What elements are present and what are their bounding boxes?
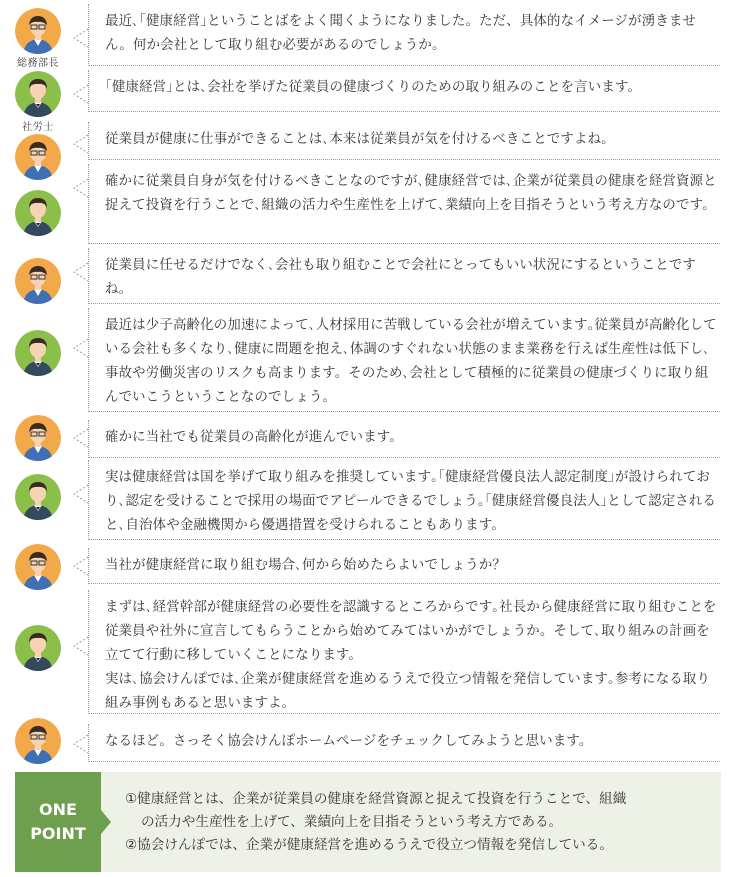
message-bubble [88, 724, 720, 762]
message-bubble [88, 548, 720, 584]
message-text: 最近､｢健康経営｣ということばをよく聞くようになりました。ただ、具体的なイメージが湧きません。何か会社として取り組む必要があるのでしょうか。 [105, 14, 697, 53]
message-text: 実は､協会けんぽでは､企業が健康経営を進めるうえで役立つ情報を発信しています｡参考になる取り組み事例もあると思いますよ。 [105, 672, 711, 711]
message-text: まずは､経営幹部が健康経営の必要性を認識するところからです｡社長から健康経営に取り組むことを従業員や社外に宣言してもらうことから始めてみてはいかがでしょうか。そして､取り組みの計画を立てて行動に移していくことになります。 [105, 600, 717, 663]
one-point-box [15, 772, 721, 872]
manager-avatar [15, 258, 61, 304]
one-point-item-2: ②協会けんぽでは、企業が健康経営を進めるうえで役立つ情報を発信している。 [125, 837, 613, 853]
bubble-pointer [72, 734, 89, 754]
message-bubble [88, 164, 720, 244]
message-bubble [88, 420, 720, 458]
consultant-avatar [15, 190, 61, 236]
consultant-avatar [15, 71, 61, 117]
manager-avatar [15, 415, 61, 461]
bubble-pointer [72, 178, 89, 198]
bubble-pointer [72, 84, 89, 104]
manager-avatar [15, 134, 61, 180]
bubble-pointer [72, 28, 89, 48]
message-text: 従業員に任せるだけでなく､会社も取り組むことで会社にとってもいい状況にするということですね。 [105, 258, 697, 297]
message-text: なるほど。さっそく協会けんぽホームページをチェックしてみようと思います。 [105, 734, 593, 749]
bubble-pointer [72, 484, 89, 504]
consultant-avatar [15, 474, 61, 520]
one-point-label [15, 772, 101, 872]
message-text: 最近は少子高齢化の加速によって､人材採用に苦戦している会社が増えています｡従業員が高齢化している会社も多くなり､健康に問題を抱え､体調のすぐれない状態のまま業務を行えば生産性は低下し､事故や労働災害のリスクも高まります。そのため､会社として積極的に従業員の健康づくりに取り組んでいこうということなのでしょう。 [105, 318, 717, 405]
message-text: 実は健康経営は国を挙げて取り組みを推奨しています｡｢健康経営優良法人認定制度｣が設けられており､認定を受けることで採用の場面でアピールできるでしょう｡｢健康経営優良法人｣として認定されると､自治体や金融機関から優遇措置を受けられることもあります。 [105, 470, 717, 533]
consultant-role-label: 社労士 [22, 122, 54, 133]
message-text: 確かに従業員自身が気を付けるべきことなのですが､健康経営では､企業が従業員の健康を経営資源と捉えて投資を行うことで､組織の活力や生産性を上げて､業績向上を目指そうという考え方なのです。 [105, 174, 717, 213]
manager-role-label: 総務部長 [17, 58, 59, 69]
message-bubble [88, 590, 720, 714]
one-point-arrow [101, 810, 111, 834]
bubble-pointer [72, 338, 89, 358]
message-text: 当社が健康経営に取り組む場合､何から始めたらよいでしょうか？ [105, 558, 507, 573]
manager-avatar [15, 544, 61, 590]
message-bubble [88, 122, 720, 160]
one-point-item-1: ①健康経営とは、企業が従業員の健康を経営資源と捉えて投資を行うことで、組織 [125, 791, 627, 807]
message-bubble [88, 460, 720, 540]
message-text: ｢健康経営｣とは､会社を挙げた従業員の健康づくりのための取り組みのことを言います。 [105, 80, 642, 95]
message-bubble [88, 308, 720, 412]
one-point-text [125, 788, 715, 857]
bubble-pointer [72, 428, 89, 448]
message-text: 従業員が健康に仕事ができることは､本来は従業員が気を付けるべきことですよね。 [105, 132, 615, 147]
message-bubble [88, 4, 720, 66]
consultant-avatar [15, 625, 61, 671]
consultant-avatar [15, 330, 61, 376]
message-bubble [88, 248, 720, 304]
bubble-pointer [72, 262, 89, 282]
manager-avatar [15, 8, 61, 54]
bubble-pointer [72, 636, 89, 656]
bubble-pointer [72, 556, 89, 576]
manager-avatar [15, 718, 61, 764]
bubble-pointer [72, 134, 89, 154]
message-text: 確かに当社でも従業員の高齢化が進んでいます。 [105, 430, 403, 445]
one-point-label-line2: POINT [30, 824, 86, 843]
one-point-label-line1: ONE [39, 800, 77, 819]
one-point-item-1-continued: の活力や生産性を上げて、業績向上を目指そうという考え方である。 [141, 814, 563, 830]
message-bubble [88, 70, 720, 112]
